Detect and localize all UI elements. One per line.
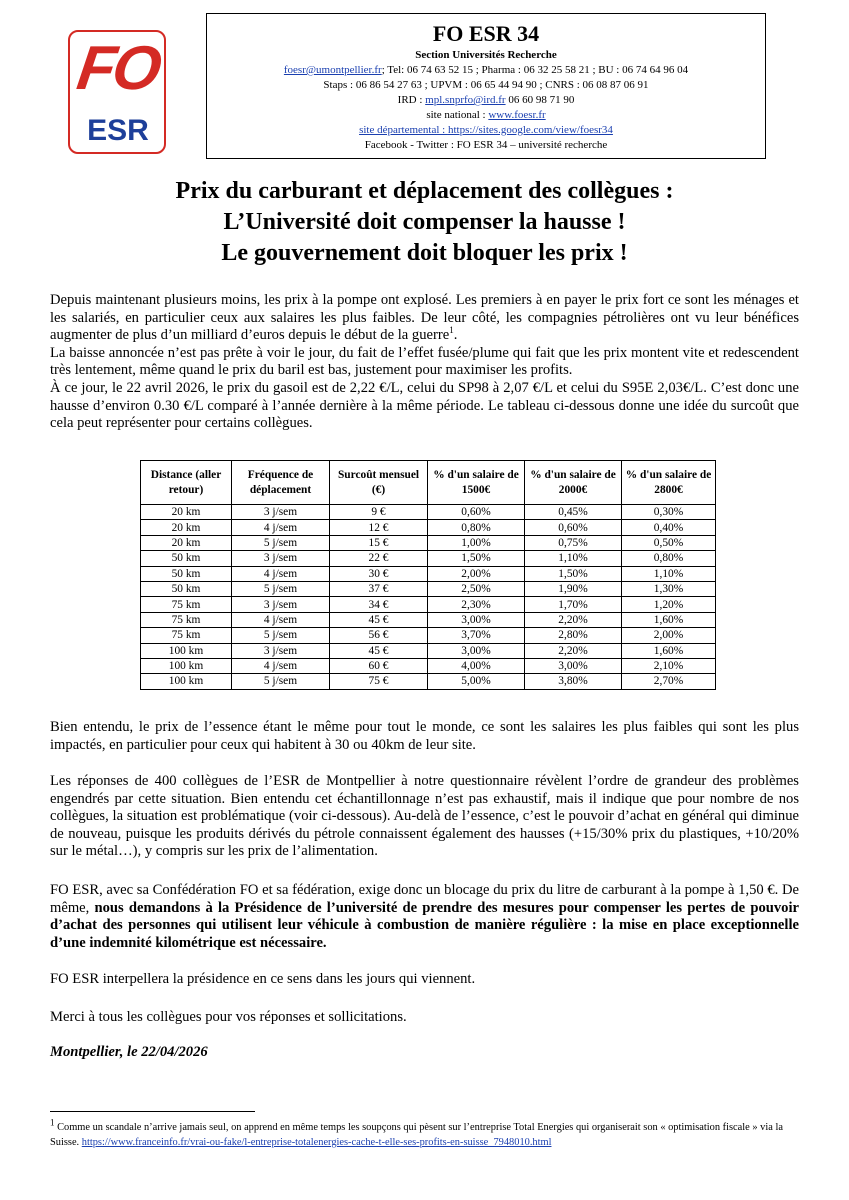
footnote-rule (50, 1111, 255, 1112)
table-cell: 9 € (330, 505, 428, 520)
table-row (141, 658, 716, 673)
national-site-label: site national : (426, 109, 489, 121)
intro-paragraph-1 (50, 292, 799, 345)
table-cell: 3,70% (428, 628, 525, 643)
table-cell: 20 km (141, 520, 232, 535)
contact-email-link[interactable]: foesr@umontpellier.fr (283, 64, 382, 76)
paragraph-8: Merci à tous les collègues pour vos réponses et sollicitations. (50, 1009, 407, 1025)
table-cell: 4 j/sem (232, 520, 330, 535)
table-cell: 75 km (141, 628, 232, 643)
paragraph-4: Bien entendu, le prix de l’essence étant le même pour tout le monde, ce sont les salaires les plus faibles qui sont les plus impactés, en particulier pour ceux qui habitent à 30 ou 40km de leur site. (50, 719, 799, 753)
table-row (141, 612, 716, 627)
table-cell: 3,80% (525, 674, 622, 689)
table-row (141, 505, 716, 520)
paragraph-6-text: FO ESR, avec sa Confédération FO et sa fédération, exige donc un blocage du prix du litre de carburant à la pompe à 1,50 €. De même, (50, 882, 799, 916)
signature: Montpellier, le 22/04/2026 (50, 1044, 208, 1060)
contact-line-2: Staps : 06 86 54 27 63 ; UPVM : 06 65 44 94 90 ; CNRS : 06 08 87 06 91 (323, 79, 649, 91)
table-cell: 3 j/sem (232, 643, 330, 658)
ird-email-link[interactable]: mpl.snprfo@ird.fr (425, 94, 506, 106)
table-cell: 45 € (330, 643, 428, 658)
table-cell: 0,75% (525, 535, 622, 550)
table-row (141, 566, 716, 581)
table-cell: 20 km (141, 505, 232, 520)
table-cell: 3 j/sem (232, 551, 330, 566)
table-cell: 2,80% (525, 628, 622, 643)
footnote (50, 1117, 799, 1150)
social-line: Facebook - Twitter : FO ESR 34 – université recherche (364, 139, 608, 151)
paragraph-6-demand: nous demandons à la Présidence de l’université de prendre des mesures pour compenser les pertes de pouvoir d’achat des personnes qui utilisent leur véhicule à combustion de manière régulière : la mise en place exceptionnelle d’une indemnité kilométrique est nécessaire. (50, 899, 799, 951)
table-cell: 2,20% (525, 612, 622, 627)
table-cell: 3 j/sem (232, 597, 330, 612)
table-header-cell: Surcoût mensuel (€) (330, 461, 428, 505)
title-line-1: Prix du carburant et déplacement des collègues : (175, 178, 674, 204)
contact-phones-1: ; Tel: 06 74 63 52 15 ; Pharma : 06 32 25 58 21 ; BU : 06 74 64 96 04 (381, 64, 689, 76)
table-cell: 4 j/sem (232, 566, 330, 581)
table-cell: 60 € (330, 658, 428, 673)
table-cell: 0,60% (525, 520, 622, 535)
table-cell: 1,50% (428, 551, 525, 566)
table-cell: 20 km (141, 535, 232, 550)
dept-site-line (207, 123, 765, 138)
table-cell: 30 € (330, 566, 428, 581)
table-row (141, 520, 716, 535)
surcout-table (140, 460, 716, 690)
footnote-ref[interactable]: 1 (449, 325, 454, 336)
footnote-text: Comme un scandale n’arrive jamais seul, on apprend en même temps les soupçons qui pèsent sur l’entreprise Total Energies qui organiserait son « optimisation fiscale » via la Suisse. (50, 1122, 783, 1148)
national-site-line (207, 108, 765, 123)
paragraph-5: Les réponses de 400 collègues de l’ESR de Montpellier à notre questionnaire révèlent l’ordre de grandeur des problèmes engendrés par cette situation. Bien entendu cet échantillonnage n’est pas exhaustif, mais il indique que pour nombre de nos collègues, la situation est problématique (voir ci-dessous). Au-delà de l’essence, c’est le pouvoir d’achat en général qui diminue de nouveau, puisque les produits dérivés du pétrole connaissent également des hausses (+15/30% prix du plastiques, +10/20% sur le métal…), y compris sur les prix de l’alimentation. (50, 773, 799, 860)
table-row (141, 535, 716, 550)
table-cell: 3,00% (428, 612, 525, 627)
table-cell: 100 km (141, 658, 232, 673)
table-cell: 5 j/sem (232, 535, 330, 550)
surcout-table-container (140, 460, 716, 690)
table-cell: 4,00% (428, 658, 525, 673)
table-cell: 37 € (330, 581, 428, 596)
header-contact-box (206, 13, 766, 159)
table-cell: 2,00% (428, 566, 525, 581)
intro-paragraph-2: La baisse annoncée n’est pas prête à voir le jour, du fait de l’effet fusée/plume qui fait que les prix montent vite et redescendent très lentement, même quand le prix du baril est bas, justement pour maximiser les profits. (50, 344, 799, 379)
table-header-cell: % d'un salaire de 2800€ (622, 461, 716, 505)
table-cell: 2,70% (622, 674, 716, 689)
table-cell: 75 km (141, 597, 232, 612)
dept-site-link[interactable] (359, 124, 613, 136)
table-cell: 5,00% (428, 674, 525, 689)
page-title (40, 176, 809, 269)
table-header-row (141, 461, 716, 505)
table-cell: 4 j/sem (232, 658, 330, 673)
table-cell: 0,45% (525, 505, 622, 520)
table-cell: 1,30% (622, 581, 716, 596)
table-header-cell: Fréquence de déplacement (232, 461, 330, 505)
table-row (141, 551, 716, 566)
table-cell: 2,20% (525, 643, 622, 658)
footnote-link[interactable]: https://www.franceinfo.fr/vrai-ou-fake/l-entreprise-totalenergies-cache-t-elle-ses-profits-en-suisse_7948010.html (81, 1137, 552, 1148)
footnote-number: 1 (50, 1117, 55, 1128)
table-cell: 3,00% (525, 658, 622, 673)
table-cell: 50 km (141, 581, 232, 596)
table-cell: 1,50% (525, 566, 622, 581)
table-cell: 0,40% (622, 520, 716, 535)
table-cell: 3,00% (428, 643, 525, 658)
paragraph-6 (50, 882, 799, 952)
table-cell: 0,60% (428, 505, 525, 520)
table-row (141, 628, 716, 643)
table-cell: 75 km (141, 612, 232, 627)
table-cell: 5 j/sem (232, 628, 330, 643)
table-cell: 0,50% (622, 535, 716, 550)
table-cell: 45 € (330, 612, 428, 627)
table-cell: 1,10% (622, 566, 716, 581)
title-line-3: Le gouvernement doit bloquer les prix ! (221, 240, 628, 266)
table-row (141, 597, 716, 612)
table-cell: 22 € (330, 551, 428, 566)
table-header-cell: % d'un salaire de 2000€ (525, 461, 622, 505)
section-name: Section Universités Recherche (415, 49, 557, 61)
table-cell: 5 j/sem (232, 581, 330, 596)
table-cell: 2,10% (622, 658, 716, 673)
table-cell: 1,20% (622, 597, 716, 612)
table-cell: 1,60% (622, 612, 716, 627)
org-name: FO ESR 34 (432, 21, 540, 46)
table-row (141, 674, 716, 689)
intro-p1-text: Depuis maintenant plusieurs moins, les prix à la pompe ont explosé. Les premiers à en payer le prix fort ce sont les ménages et les salariés, en particulier ceux aux salaires les plus faibles. De leur côté, les compagnies pétrolières ont vu leur bénéfices augmenter de plus d’un milliard d’euros depuis le début de la guerre (50, 292, 799, 344)
table-cell: 4 j/sem (232, 612, 330, 627)
table-row (141, 581, 716, 596)
table-cell: 3 j/sem (232, 505, 330, 520)
table-cell: 2,00% (622, 628, 716, 643)
table-cell: 34 € (330, 597, 428, 612)
table-cell: 50 km (141, 551, 232, 566)
table-cell: 0,80% (428, 520, 525, 535)
dept-site-url: https://sites.google.com/view/foesr34 (447, 124, 613, 136)
table-cell: 100 km (141, 643, 232, 658)
paragraph-7: FO ESR interpellera la présidence en ce sens dans les jours qui viennent. (50, 971, 476, 987)
national-site-link[interactable]: www.foesr.fr (488, 109, 546, 121)
table-cell: 1,60% (622, 643, 716, 658)
table-cell: 0,80% (622, 551, 716, 566)
logo-fo-text: FO (73, 34, 163, 103)
intro-p1-end: . (453, 327, 458, 344)
table-cell: 12 € (330, 520, 428, 535)
ird-label: IRD : (397, 94, 426, 106)
table-cell: 5 j/sem (232, 674, 330, 689)
table-cell: 2,30% (428, 597, 525, 612)
intro-paragraph-3: À ce jour, le 22 avril 2026, le prix du gasoil est de 2,22 €/L, celui du SP98 à 2,07 €/L et celui du S95E 2,03€/L. C’est donc une hausse d’environ 0.30 €/L comparé à l’année dernière à la même période. Le tableau ci-dessous donne une idée du surcoût que cela peut représenter pour certains collègues. (50, 379, 799, 432)
fo-esr-logo (68, 30, 166, 154)
ird-line (207, 93, 765, 108)
table-cell: 56 € (330, 628, 428, 643)
table-cell: 1,70% (525, 597, 622, 612)
table-cell: 0,30% (622, 505, 716, 520)
table-cell: 2,50% (428, 581, 525, 596)
table-header-cell: Distance (aller retour) (141, 461, 232, 505)
title-line-2: L’Université doit compenser la hausse ! (223, 209, 626, 235)
table-cell: 15 € (330, 535, 428, 550)
table-body (141, 505, 716, 690)
ird-phone: 06 60 98 71 90 (505, 94, 575, 106)
table-header-cell: % d'un salaire de 1500€ (428, 461, 525, 505)
table-cell: 50 km (141, 566, 232, 581)
contact-line-1 (207, 63, 765, 78)
table-cell: 75 € (330, 674, 428, 689)
logo-esr-text: ESR (87, 114, 149, 147)
intro-text (50, 292, 799, 433)
table-cell: 100 km (141, 674, 232, 689)
table-cell: 1,10% (525, 551, 622, 566)
table-cell: 1,90% (525, 581, 622, 596)
table-cell: 1,00% (428, 535, 525, 550)
table-row (141, 643, 716, 658)
dept-site-label: site départemental : (359, 124, 448, 136)
